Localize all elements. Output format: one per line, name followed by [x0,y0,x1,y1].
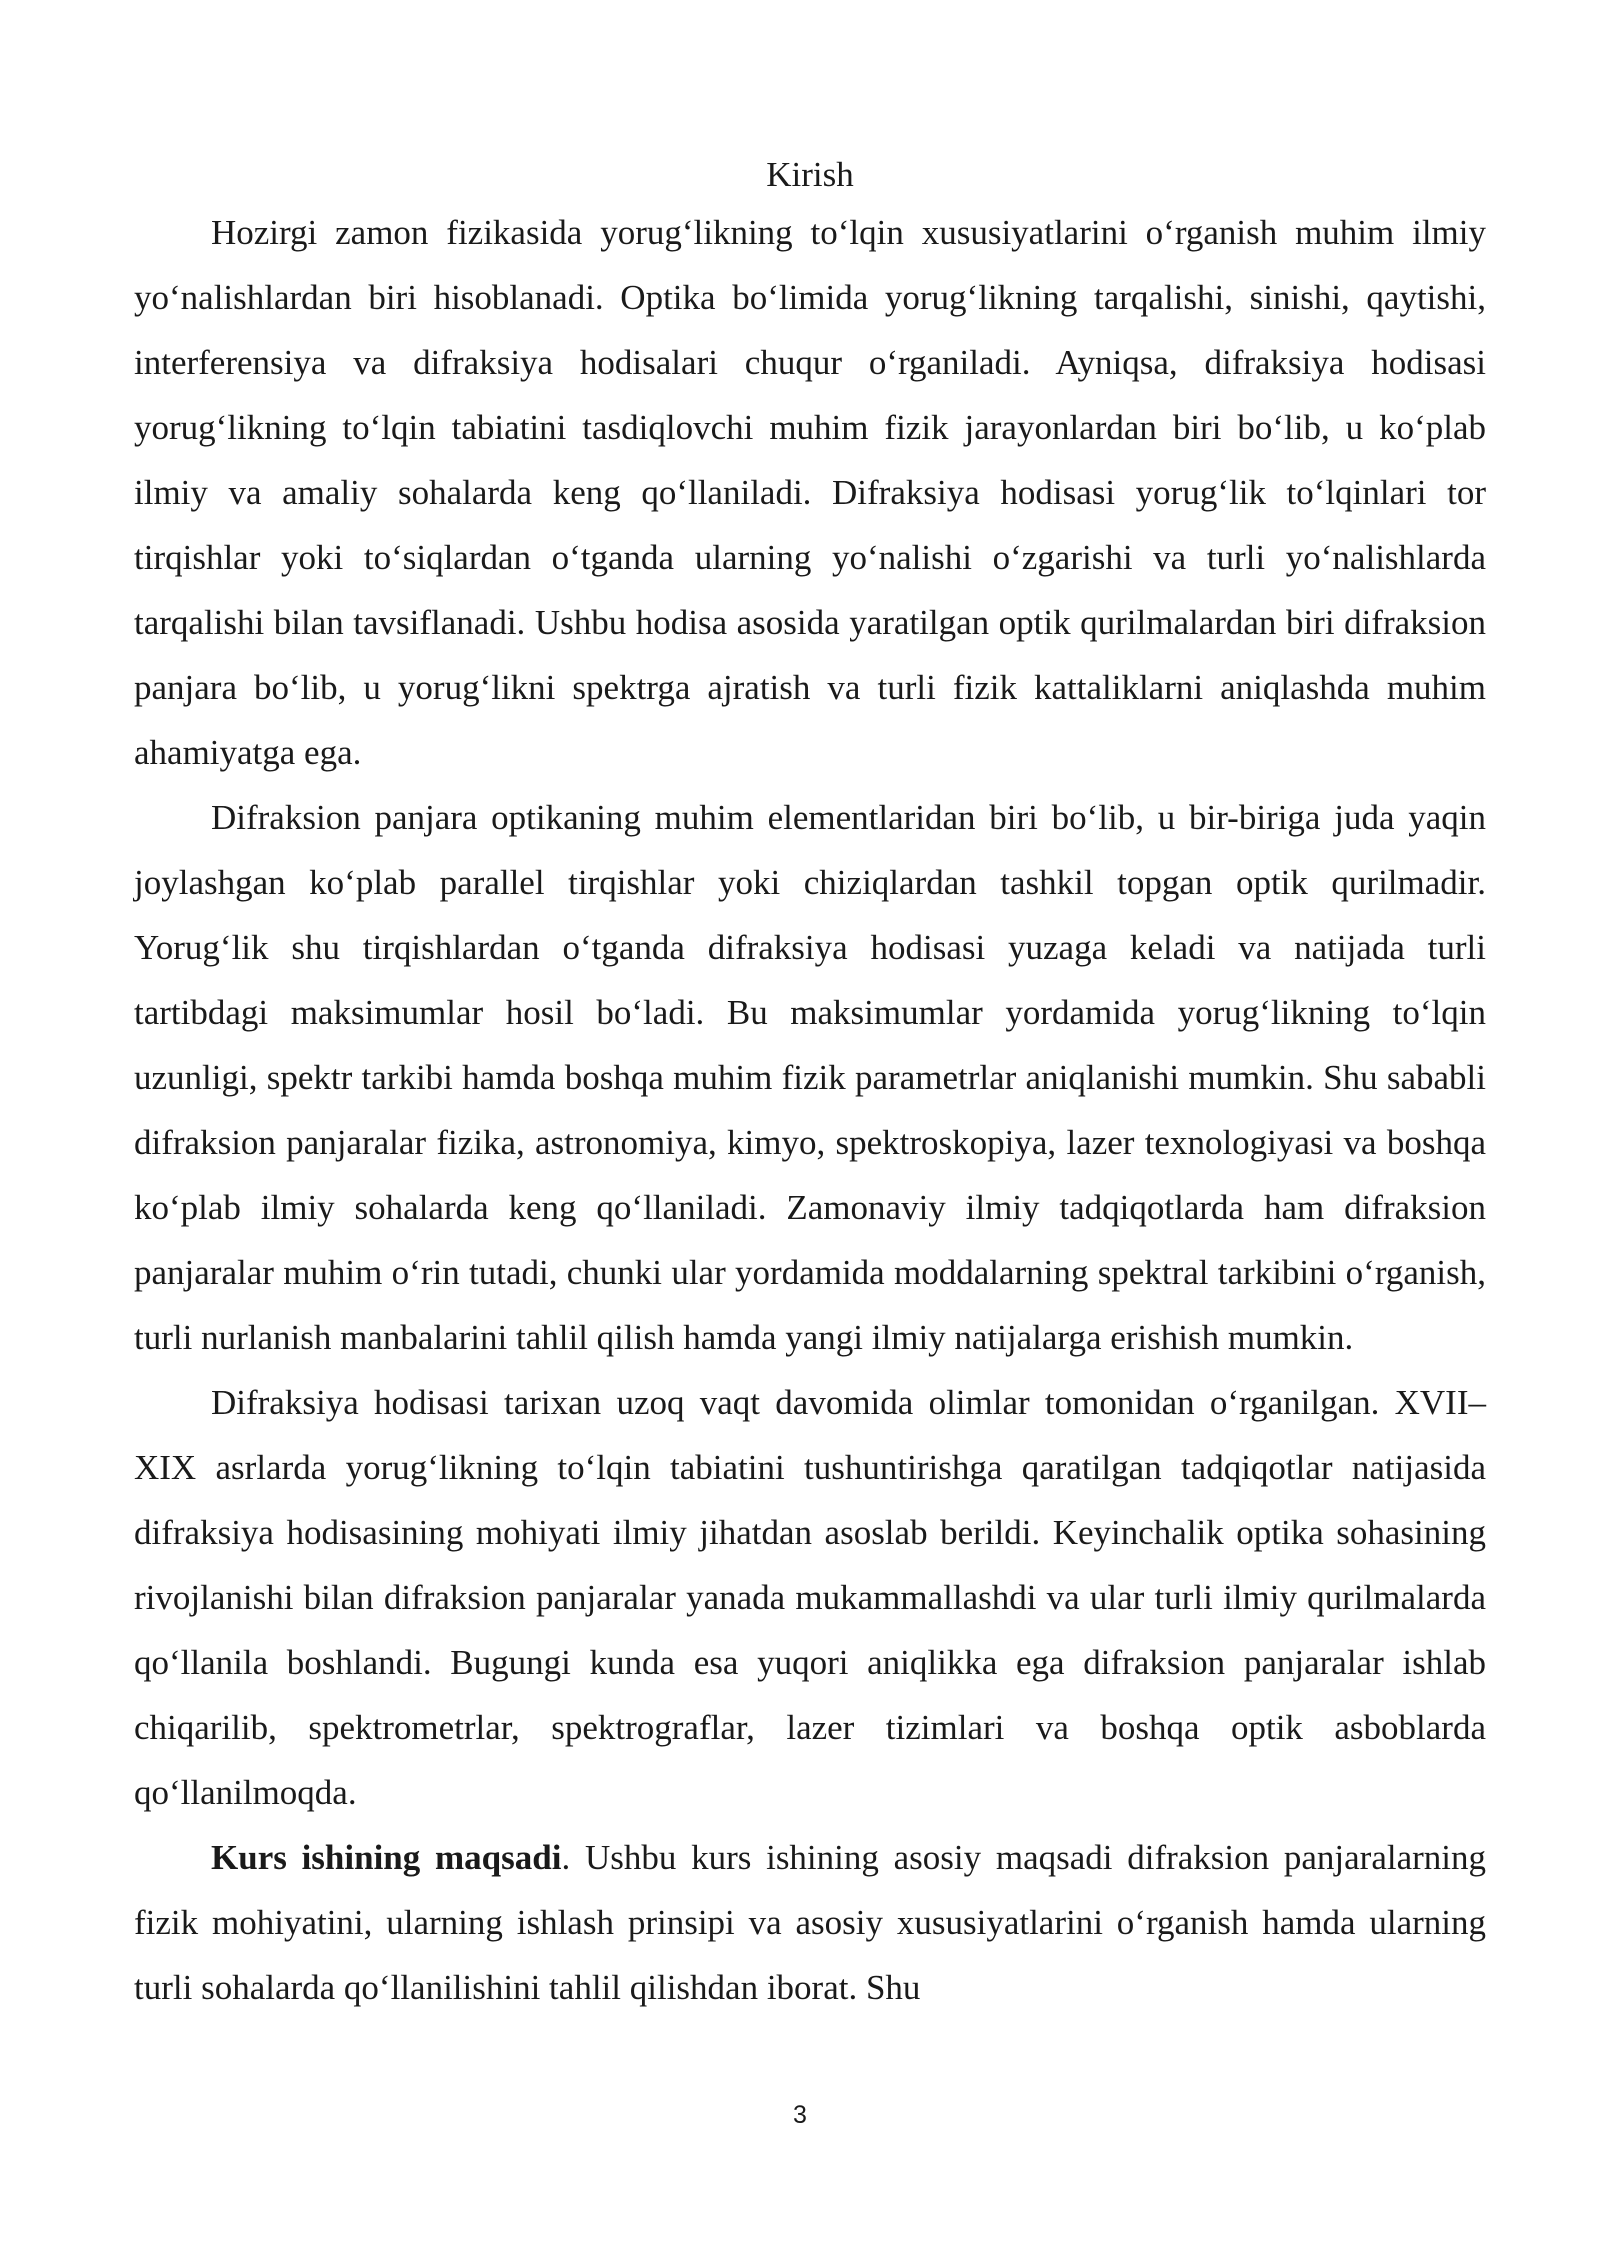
aim-lead: Kurs ishining maqsadi [211,1838,562,1877]
section-title: Kirish [766,155,854,194]
paragraph-intro: Hozirgi zamon fizikasida yorug‘likning to‘lqin xususiyatlarini o‘rganish muhim ilmiy yo‘nalishlardan biri hisoblanadi. Optika bo‘limida yorug‘likning tarqalishi, sinishi, qaytishi, interferensiya va difraksiya hodisalari chuqur o‘rganiladi. Ayniqsa, difraksiya hodisasi yorug‘likning to‘lqin tabiatini tasdiqlovchi muhim fizik jarayonlardan biri bo‘lib, u ko‘plab ilmiy va amaliy sohalarda keng qo‘llaniladi. Difraksiya hodisasi yorug‘lik to‘lqinlari tor tirqishlar yoki to‘siqlardan o‘tganda ularning yo‘nalishi o‘zgarishi va turli yo‘nalishlarda tarqalishi bilan tavsiflanadi. Ushbu hodisa asosida yaratilgan optik qurilmalardan biri difraksion panjara bo‘lib, u yorug‘likni spektrga ajratish va turli fizik kattaliklarni aniqlashda muhim ahamiyatga ega. [134,213,1486,772]
paragraph-aim [134,1825,1486,2020]
paragraph-history: Difraksiya hodisasi tarixan uzoq vaqt davomida olimlar tomonidan o‘rganilgan. XVII–XIX asrlarda yorug‘likning to‘lqin tabiatini tushuntirishga qaratilgan tadqiqotlar natijasida difraksiya hodisasining mohiyati ilmiy jihatdan asoslab berildi. Keyinchalik optika sohasining rivojlanishi bilan difraksion panjaralar yanada mukammallashdi va ular turli ilmiy qurilmalarda qo‘llanila boshlandi. Bugungi kunda esa yuqori aniqlikka ega difraksion panjaralar ishlab chiqarilib, spektrometrlar, spektrograflar, lazer tizimlari va boshqa optik asboblarda qo‘llanilmoqda. [134,1383,1486,1812]
paragraph-diffraction-grating: Difraksion panjara optikaning muhim elementlaridan biri bo‘lib, u bir-biriga juda yaqin joylashgan ko‘plab parallel tirqishlar yoki chiziqlardan tashkil topgan optik qurilmadir. Yorug‘lik shu tirqishlardan o‘tganda difraksiya hodisasi yuzaga keladi va natijada turli tartibdagi maksimumlar hosil bo‘ladi. Bu maksimumlar yordamida yorug‘likning to‘lqin uzunligi, spektr tarkibi hamda boshqa muhim fizik parametrlar aniqlanishi mumkin. Shu sababli difraksion panjaralar fizika, astronomiya, kimyo, spektroskopiya, lazer texnologiyasi va boshqa ko‘plab ilmiy sohalarda keng qo‘llaniladi. Zamonaviy ilmiy tadqiqotlarda ham difraksion panjaralar muhim o‘rin tutadi, chunki ular yordamida moddalarning spektral tarkibini o‘rganish, turli nurlanish manbalarini tahlil qilish hamda yangi ilmiy natijalarga erishish mumkin. [134,798,1486,1357]
aim-text: . Ushbu kurs ishining asosiy maqsadi difraksion panjaralarning fizik mohiyatini, ularning ishlash prinsipi va asosiy xususiyatlarini o‘rganish hamda ularning turli sohalarda qo‘llanilishini tahlil qilishdan iborat. Shu [134,1838,1487,2007]
page-body [134,150,1486,2020]
page-number: 3 [793,2101,807,2129]
